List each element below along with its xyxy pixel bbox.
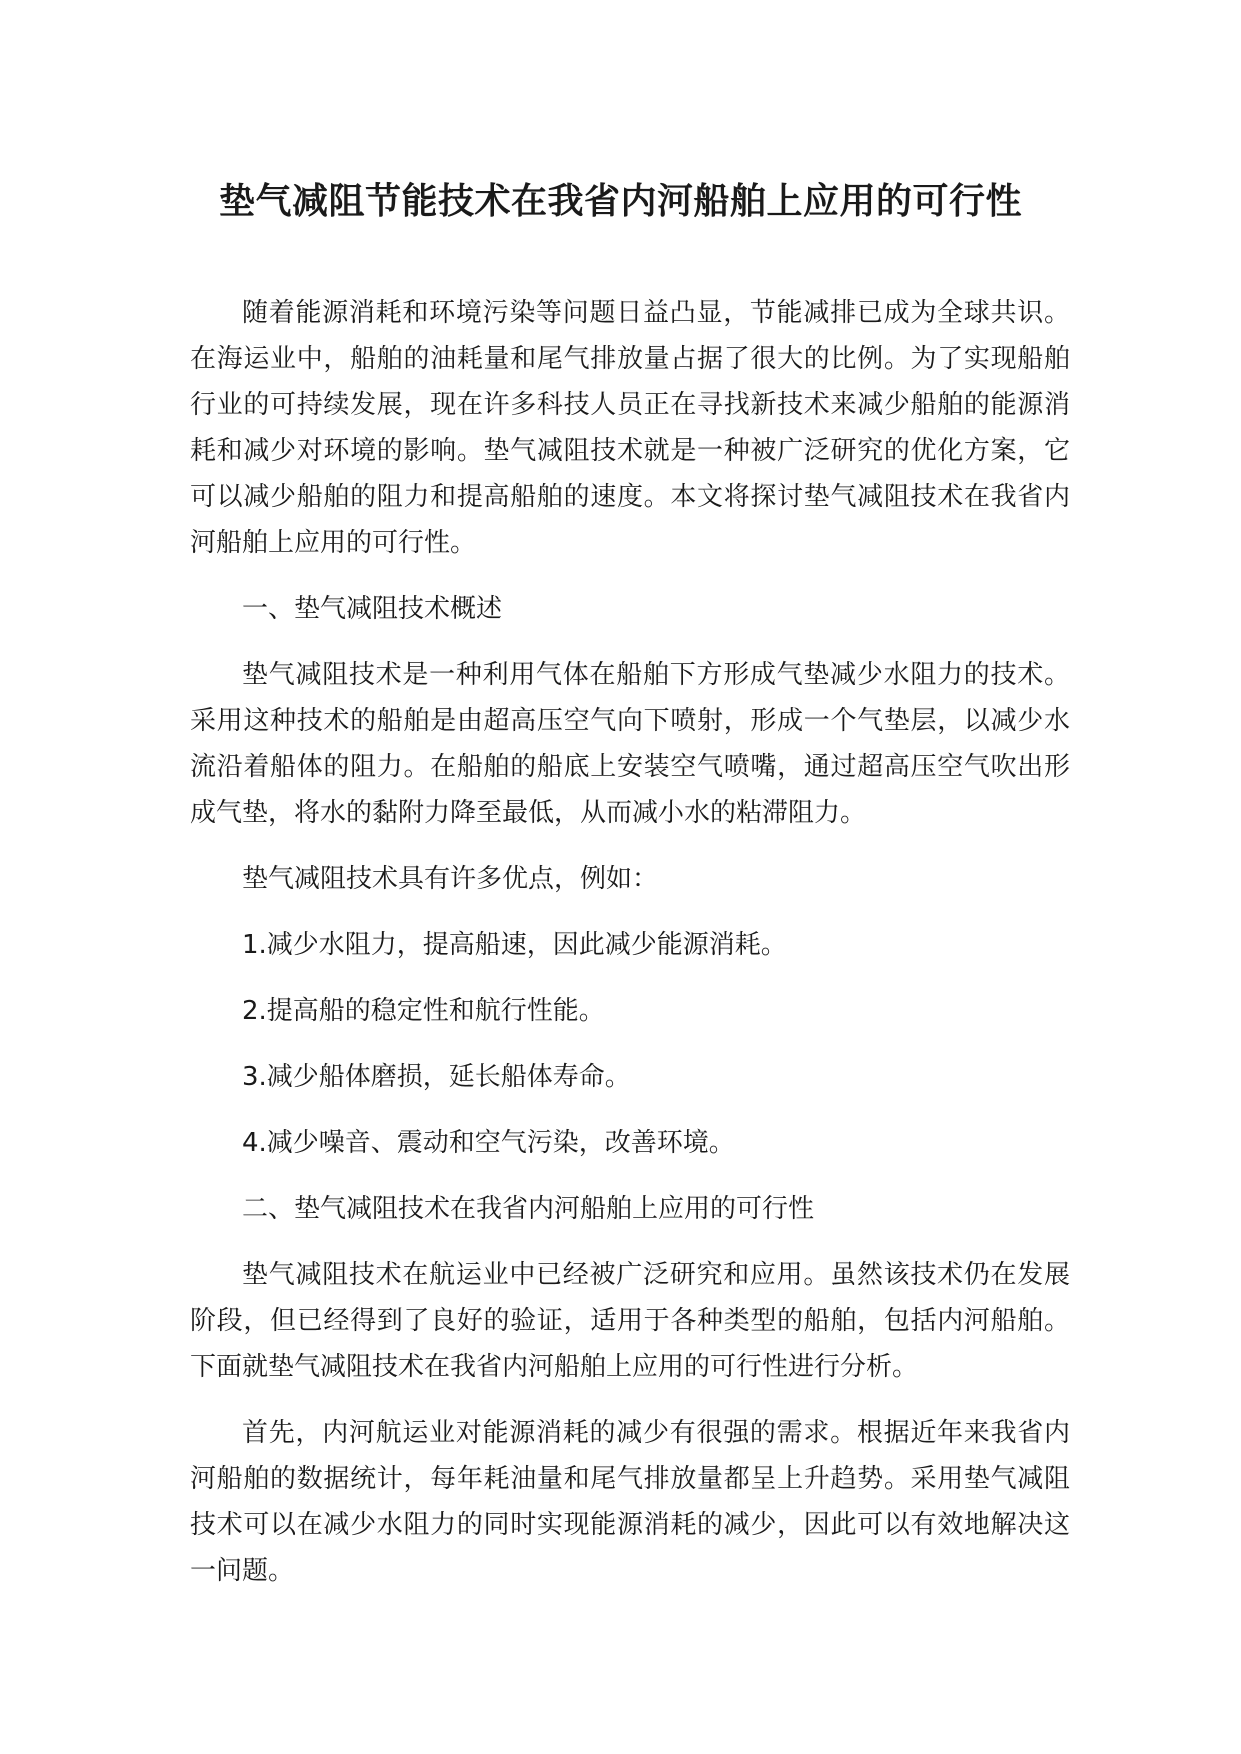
document-title: 垫气减阻节能技术在我省内河船舶上应用的可行性: [218, 181, 1022, 222]
list-item-4: 4.减少噪音、震动和空气污染，改善环境。: [242, 1128, 735, 1158]
paragraph-overview: 垫气减阻技术是一种利用气体在船舶下方形成气垫减少水阻力的技术。采用这种技术的船舶是由超高压空气向下喷射，形成一个气垫层，以减少水流沿着船体的阻力。在船舶的船底上安装空气喷嘴，通过超高压空气吹出形成气垫，将水的黏附力降至最低，从而减小水的粘滞阻力。: [190, 660, 1070, 828]
list-item-3: 3.减少船体磨损，延长船体寿命。: [242, 1062, 631, 1092]
document-body: [190, 290, 1070, 1614]
list-item-2: 2.提高船的稳定性和航行性能。: [242, 996, 605, 1026]
section-heading-1: 一、垫气减阻技术概述: [242, 594, 503, 624]
paragraph-advantages-intro: 垫气减阻技术具有许多优点，例如：: [242, 864, 659, 894]
paragraph-first: 首先，内河航运业对能源消耗的减少有很强的需求。根据近年来我省内河船舶的数据统计，每年耗油量和尾气排放量都呈上升趋势。采用垫气减阻技术可以在减少水阻力的同时实现能源消耗的减少，因此可以有效地解决这一问题。: [190, 1418, 1070, 1586]
list-item-1: 1.减少水阻力，提高船速，因此减少能源消耗。: [242, 930, 787, 960]
paragraph-intro: 随着能源消耗和环境污染等问题日益凸显，节能减排已成为全球共识。在海运业中，船舶的油耗量和尾气排放量占据了很大的比例。为了实现船舶行业的可持续发展，现在许多科技人员正在寻找新技术来减少船舶的能源消耗和减少对环境的影响。垫气减阻技术就是一种被广泛研究的优化方案，它可以减少船舶的阻力和提高船舶的速度。本文将探讨垫气减阻技术在我省内河船舶上应用的可行性。: [190, 298, 1070, 558]
paragraph-feasibility: 垫气减阻技术在航运业中已经被广泛研究和应用。虽然该技术仍在发展阶段，但已经得到了良好的验证，适用于各种类型的船舶，包括内河船舶。下面就垫气减阻技术在我省内河船舶上应用的可行性进行分析。: [190, 1260, 1070, 1382]
section-heading-2: 二、垫气减阻技术在我省内河船舶上应用的可行性: [242, 1194, 815, 1224]
